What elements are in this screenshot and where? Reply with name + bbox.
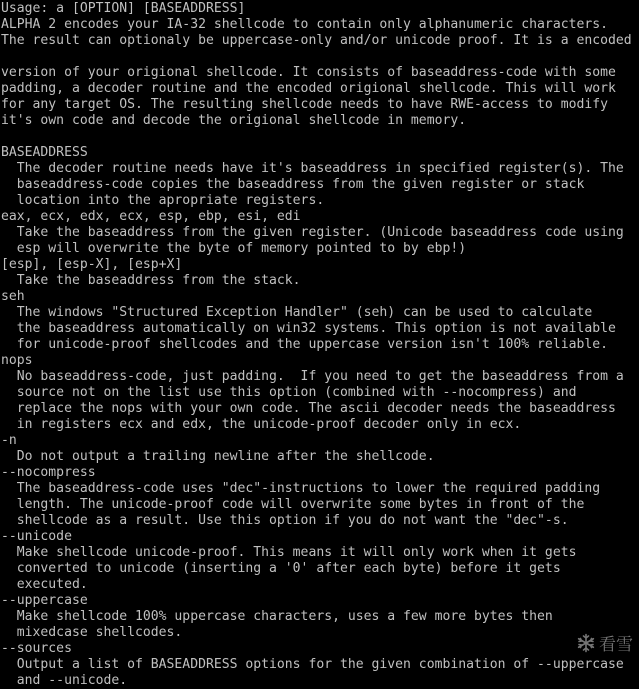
- console-line: Take the baseaddress from the stack.: [1, 273, 301, 288]
- console-line: ALPHA 2 encodes your IA-32 shellcode to contain only alphanumeric characters.: [1, 17, 608, 32]
- watermark: [576, 630, 633, 655]
- console-line: length. The unicode-proof code will overwrite some bytes in front of the: [1, 497, 585, 512]
- console-line: and --unicode.: [1, 673, 128, 688]
- console-line: eax, ecx, edx, ecx, esp, ebp, esi, edi: [1, 209, 301, 224]
- console-line: source not on the list use this option (combined with --nocompress) and: [1, 385, 577, 400]
- console-line: Do not output a trailing newline after the shellcode.: [1, 449, 435, 464]
- console-line: mixedcase shellcodes.: [1, 625, 183, 640]
- console-line: [1, 129, 639, 145]
- console-line: --nocompress: [1, 465, 96, 480]
- console-line: nops: [1, 353, 33, 368]
- console-output[interactable]: [1, 1, 639, 688]
- console-line: Take the baseaddress from the given register. (Unicode baseaddress code using: [1, 225, 624, 240]
- console-line: The windows "Structured Exception Handler" (seh) can be used to calculate: [1, 305, 593, 320]
- console-line: Make shellcode unicode-proof. This means it will only work when it gets: [1, 545, 577, 560]
- console-line: executed.: [1, 577, 88, 592]
- console-line: --uppercase: [1, 593, 88, 608]
- console-line: padding, a decoder routine and the encoded origional shellcode. This will work: [1, 81, 616, 96]
- console-line: -n: [1, 433, 17, 448]
- console-line: Make shellcode 100% uppercase characters, uses a few more bytes then: [1, 609, 553, 624]
- console-line: --sources: [1, 641, 72, 656]
- console-line: version of your origional shellcode. It consists of baseaddress-code with some: [1, 65, 616, 80]
- console-line: shellcode as a result. Use this option if you do not want the "dec"-s.: [1, 513, 569, 528]
- console-line: replace the nops with your own code. The ascii decoder needs the baseaddress: [1, 401, 616, 416]
- console-line: location into the apropriate registers.: [1, 193, 325, 208]
- console-line: Usage: a [OPTION] [BASEADDRESS]: [1, 1, 246, 16]
- console-line: No baseaddress-code, just padding. If you need to get the baseaddress from a: [1, 369, 624, 384]
- console-line: --unicode: [1, 529, 72, 544]
- console-line: seh: [1, 289, 25, 304]
- console-line: it's own code and decode the origional shellcode in memory.: [1, 113, 467, 128]
- console-line: [esp], [esp-X], [esp+X]: [1, 257, 183, 272]
- console-line: in registers ecx and edx, the unicode-proof decoder only in ecx.: [1, 417, 522, 432]
- console-line: [1, 49, 639, 65]
- snowflake-icon: [576, 633, 596, 653]
- console-line: esp will overwrite the byte of memory pointed to by ebp!): [1, 241, 467, 256]
- console-line: BASEADDRESS: [1, 145, 88, 160]
- console-line: The result can optionaly be uppercase-only and/or unicode proof. It is a encoded: [1, 33, 632, 48]
- console-line: Output a list of BASEADDRESS options for the given combination of --uppercase: [1, 657, 624, 672]
- console-line: for unicode-proof shellcodes and the uppercase version isn't 100% reliable.: [1, 337, 608, 352]
- console-line: for any target OS. The resulting shellcode needs to have RWE-access to modify: [1, 97, 608, 112]
- console-line: baseaddress-code copies the baseaddress from the given register or stack: [1, 177, 585, 192]
- console-line: the baseaddress automatically on win32 systems. This option is not available: [1, 321, 616, 336]
- console-line: The baseaddress-code uses "dec"-instructions to lower the required padding: [1, 481, 601, 496]
- console-line: converted to unicode (inserting a '0' after each byte) before it gets: [1, 561, 561, 576]
- watermark-text: 看雪: [599, 635, 633, 655]
- console-line: The decoder routine needs have it's baseaddress in specified register(s). The: [1, 161, 624, 176]
